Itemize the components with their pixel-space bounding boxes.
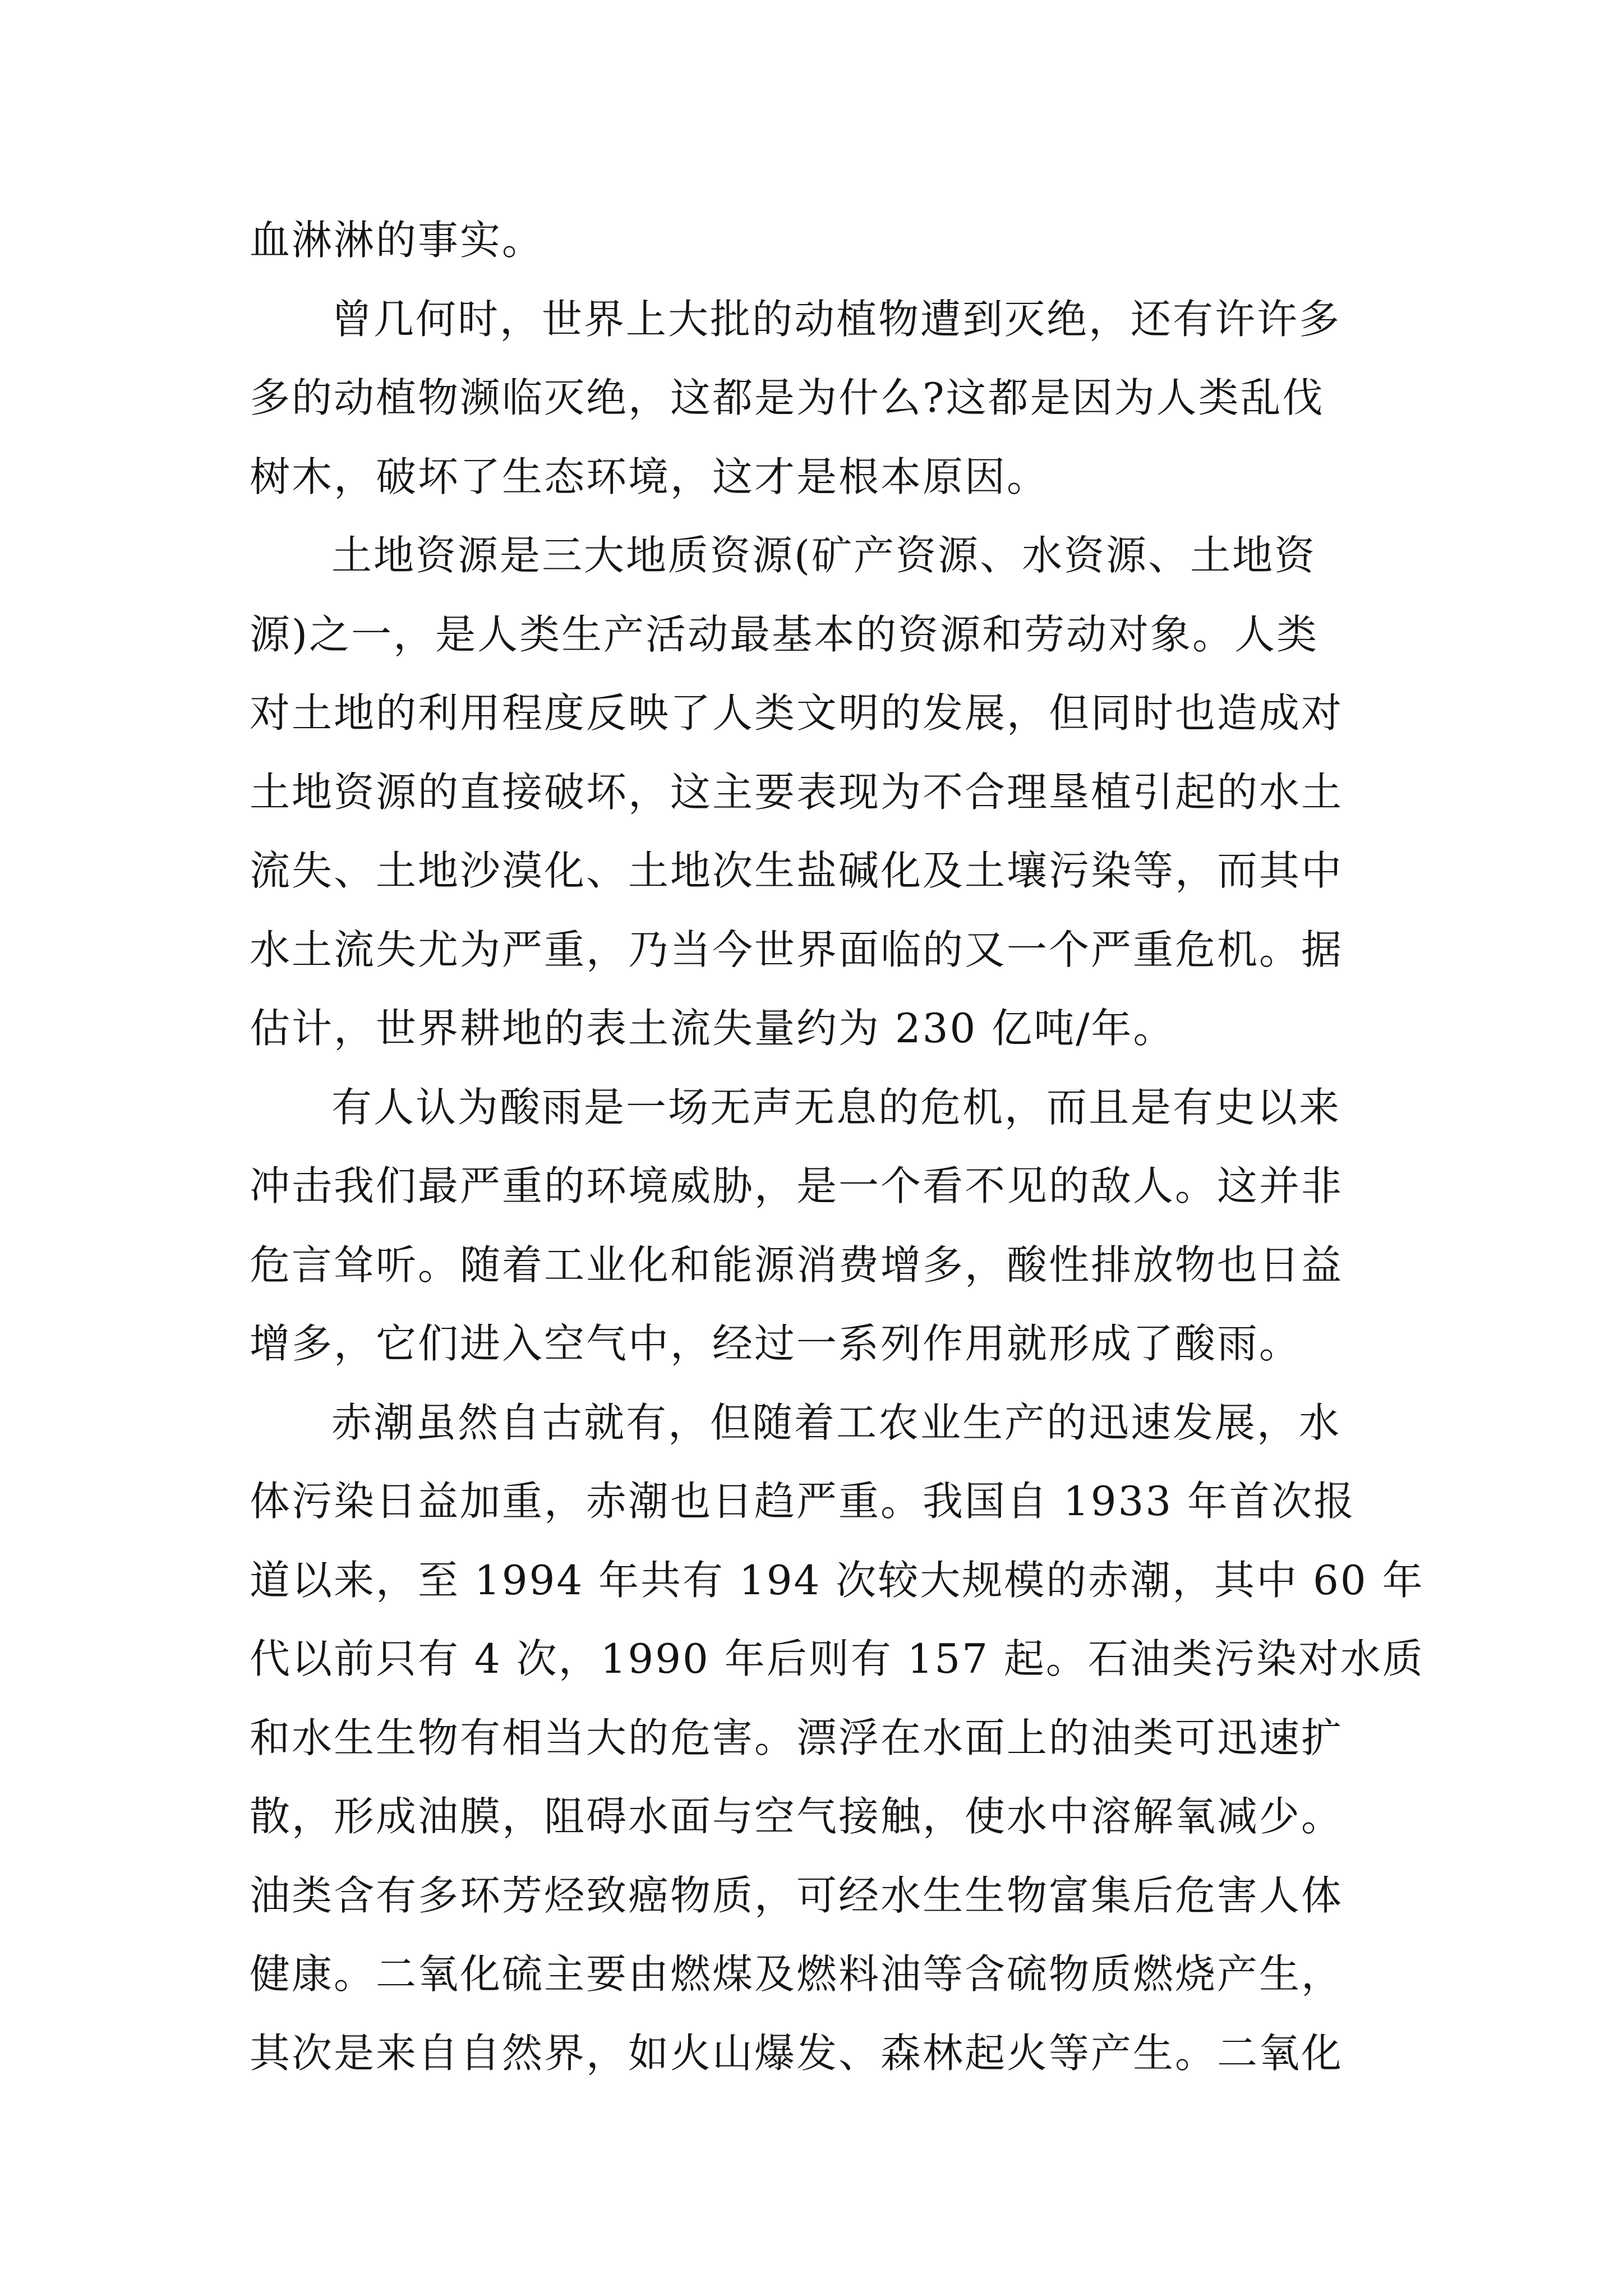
paragraph-start-line: 曾几何时，世界上大批的动植物遭到灭绝，还有许许多 <box>331 295 1341 343</box>
text-line: 对土地的利用程度反映了人类文明的发展，但同时也造成对 <box>250 689 1344 737</box>
text-line: 和水生生物有相当大的危害。漂浮在水面上的油类可迅速扩 <box>250 1714 1344 1761</box>
text-line: 源)之一，是人类生产活动最基本的资源和劳动对象。人类 <box>250 610 1319 658</box>
text-line: 流失、土地沙漠化、土地次生盐碱化及土壤污染等，而其中 <box>250 847 1344 894</box>
text-line: 土地资源的直接破坏，这主要表现为不合理垦植引起的水土 <box>250 768 1344 816</box>
paragraph-start-line: 土地资源是三大地质资源(矿产资源、水资源、土地资 <box>331 532 1317 579</box>
text-line: 危言耸听。随着工业化和能源消费增多，酸性排放物也日益 <box>250 1241 1344 1289</box>
text-line: 水土流失尤为严重，乃当今世界面临的又一个严重危机。据 <box>250 926 1344 973</box>
text-line: 油类含有多环芳烃致癌物质，可经水生生物富集后危害人体 <box>250 1871 1344 1919</box>
text-line: 增多，它们进入空气中，经过一系列作用就形成了酸雨。 <box>250 1320 1302 1367</box>
text-line: 健康。二氧化硫主要由燃煤及燃料油等含硫物质燃烧产生， <box>250 1950 1344 1998</box>
text-line: 其次是来自自然界，如火山爆发、森林起火等产生。二氧化 <box>250 2029 1344 2077</box>
text-line: 体污染日益加重，赤潮也日趋严重。我国自 1933 年首次报 <box>250 1478 1356 1525</box>
text-line: 道以来，至 1994 年共有 194 次较大规模的赤潮，其中 60 年 <box>250 1556 1424 1604</box>
text-line: 血淋淋的事实。 <box>250 217 545 264</box>
paragraph-start-line: 有人认为酸雨是一场无声无息的危机，而且是有史以来 <box>331 1083 1341 1131</box>
paragraph-start-line: 赤潮虽然自古就有，但随着工农业生产的迅速发展，水 <box>331 1398 1341 1446</box>
text-line: 冲击我们最严重的环境威胁，是一个看不见的敌人。这并非 <box>250 1162 1344 1209</box>
text-line: 估计，世界耕地的表土流失量约为 230 亿吨/年。 <box>250 1005 1175 1052</box>
text-line: 代以前只有 4 次，1990 年后则有 157 起。石油类污染对水质 <box>250 1635 1424 1682</box>
text-line: 树木，破坏了生态环境，这才是根本原因。 <box>250 453 1049 500</box>
text-line: 多的动植物濒临灭绝，这都是为什么?这都是因为人类乱伐 <box>250 374 1325 421</box>
body-text <box>250 201 1424 2092</box>
text-line: 散，形成油膜，阻碍水面与空气接触，使水中溶解氧减少。 <box>250 1793 1344 1840</box>
